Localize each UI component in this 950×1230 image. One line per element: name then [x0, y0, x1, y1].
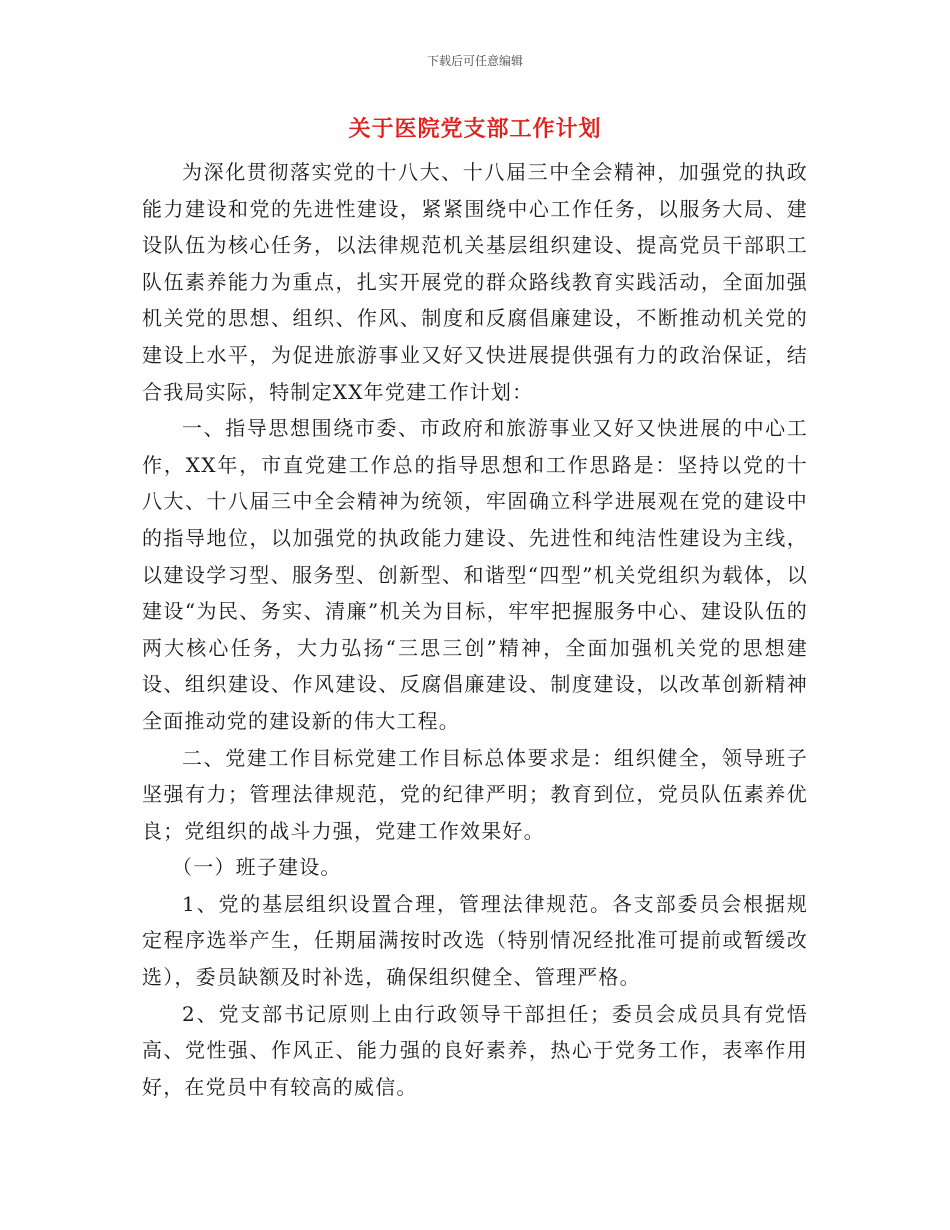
section-heading-team-building: （一）班子建设。 — [172, 855, 342, 880]
document-body — [142, 154, 808, 1105]
document-title: 关于医院党支部工作计划 — [348, 117, 602, 142]
paragraph-item-1: 1、党的基层组织设置合理，管理法律规范。各支部委员会根据规定程序选举产生，任期届满按时改选（特别情况经批准可提前或暂缓改选），委员缺额及时补选，确保组织健全、管理严格。 — [142, 891, 808, 990]
page-header: 下载后可任意编辑 — [426, 54, 523, 68]
paragraph-item-2: 2、党支部书记原则上由行政领导干部担任；委员会成员具有党悟高、党性强、作风正、能力强的良好素养，热心于党务工作，表率作用好，在党员中有较高的威信。 — [142, 1001, 808, 1099]
paragraph-intro: 为深化贯彻落实党的十八大、十八届三中全会精神，加强党的执政能力建设和党的先进性建设，紧紧围绕中心工作任务，以服务大局、建设队伍为核心任务，以法律规范机关基层组织建设、提高党员干部职工队伍素养能力为重点，扎实开展党的群众路线教育实践活动，全面加强机关党的思想、组织、作风、制度和反腐倡廉建设，不断推动机关党的建设上水平，为促进旅游事业又好又快进展提供强有力的政治保证，结合我局实际，特制定XX年党建工作计划： — [142, 160, 808, 404]
paragraph-work-goals: 二、党建工作目标党建工作目标总体要求是：组织健全，领导班子坚强有力；管理法律规范，党的纪律严明；教育到位，党员队伍素养优良；党组织的战斗力强，党建工作效果好。 — [142, 745, 808, 843]
paragraph-guiding-ideology: 一、指导思想围绕市委、市政府和旅游事业又好又快进展的中心工作，XX年，市直党建工作总的指导思想和工作思路是：坚持以党的十八大、十八届三中全会精神为统领，牢固确立科学进展观在党的建设中的指导地位，以加强党的执政能力建设、先进性和纯洁性建设为主线，以建设学习型、服务型、创新型、和谐型“四型”机关党组织为载体，以建设“为民、务实、清廉”机关为目标，牢牢把握服务中心、建设队伍的两大核心任务，大力弘扬“三思三创”精神，全面加强机关党的思想建设、组织建设、作风建设、反腐倡廉建设、制度建设，以改革创新精神全面推动党的建设新的伟大工程。 — [142, 416, 808, 733]
